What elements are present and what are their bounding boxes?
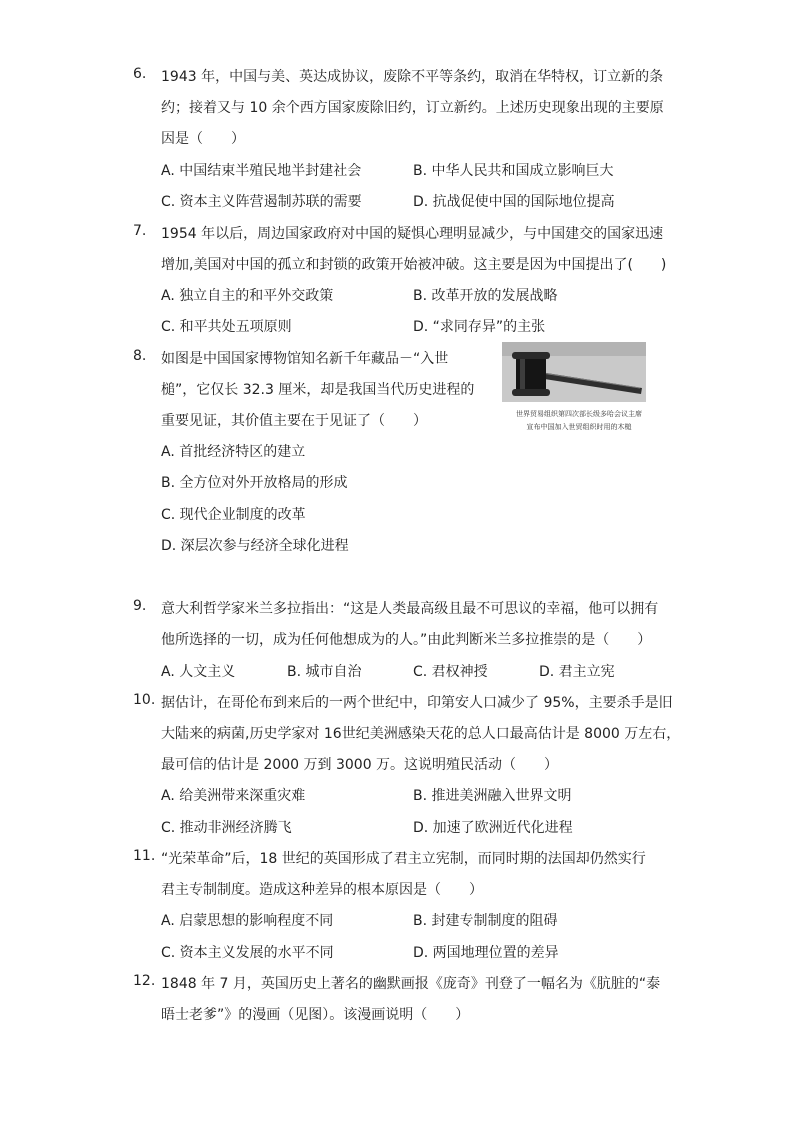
option-d[interactable]: D. 加速了欧洲近代化进程 xyxy=(413,820,573,836)
question-text-line: 最可信的估计是 2000 万到 3000 万。这说明殖民活动（ ） xyxy=(161,757,559,773)
question-text-line: 槌”，它仅长 32.3 厘米，却是我国当代历史进程的 xyxy=(161,382,475,398)
question-number: 7. xyxy=(133,223,147,239)
option-a[interactable]: A. 中国结束半殖民地半封建社会 xyxy=(161,163,362,179)
gavel-icon xyxy=(502,342,646,402)
option-b[interactable]: B. 封建专制制度的阻碍 xyxy=(413,913,558,929)
question-text-line: 增加,美国对中国的孤立和封锁的政策开始被冲破。这主要是因为中国提出了( ) xyxy=(161,257,667,273)
option-c[interactable]: C. 和平共处五项原则 xyxy=(161,319,292,335)
option-d[interactable]: D. 深层次参与经济全球化进程 xyxy=(161,538,349,554)
question-number: 6. xyxy=(133,66,147,82)
question-text-line: 重要见证，其价值主要在于见证了（ ） xyxy=(161,413,427,429)
caption-line: 世界贸易组织第四次部长级多哈会议主席 xyxy=(516,410,642,418)
question-text-line: 约；接着又与 10 余个西方国家废除旧约，订立新约。上述历史现象出现的主要原 xyxy=(161,100,664,116)
question-text-line: 1848 年 7 月，英国历史上著名的幽默画报《庞奇》刊登了一幅名为《肮脏的“泰 xyxy=(161,976,661,992)
option-c[interactable]: C. 推动非洲经济腾飞 xyxy=(161,820,292,836)
option-d[interactable]: D. 抗战促使中国的国际地位提高 xyxy=(413,194,615,210)
caption-line: 宣布中国加入世贸组织时用的木槌 xyxy=(526,423,632,431)
question-text-line: 1943 年，中国与美、英达成协议，废除不平等条约，取消在华特权，订立新的条 xyxy=(161,69,664,85)
option-a[interactable]: A. 人文主义 xyxy=(161,664,236,680)
question-text-line: 晤士老爹”》的漫画（见图）。该漫画说明（ ） xyxy=(161,1007,470,1023)
option-c[interactable]: C. 资本主义阵营遏制苏联的需要 xyxy=(161,194,362,210)
question-number: 8. xyxy=(133,348,147,364)
option-d[interactable]: D. “求同存异”的主张 xyxy=(413,319,546,335)
question-text-line: “光荣革命”后，18 世纪的英国形成了君主立宪制，而同时期的法国却仍然实行 xyxy=(161,851,646,867)
option-b[interactable]: B. 推进美洲融入世界文明 xyxy=(413,788,572,804)
option-c[interactable]: C. 现代企业制度的改革 xyxy=(161,507,306,523)
figure-caption xyxy=(490,408,668,434)
question-number: 11. xyxy=(133,848,156,864)
question-text-line: 意大利哲学家米兰多拉指出：“这是人类最高级且最不可思议的幸福，他可以拥有 xyxy=(161,601,659,617)
question-text-line: 据估计，在哥伦布到来后的一两个世纪中，印第安人口减少了 95%，主要杀手是旧 xyxy=(161,695,673,711)
option-b[interactable]: B. 全方位对外开放格局的形成 xyxy=(161,475,348,491)
option-d[interactable]: D. 君主立宪 xyxy=(539,664,615,680)
option-b[interactable]: B. 中华人民共和国成立影响巨大 xyxy=(413,163,614,179)
option-a[interactable]: A. 首批经济特区的建立 xyxy=(161,444,306,460)
option-d[interactable]: D. 两国地理位置的差异 xyxy=(413,945,559,961)
gavel-photo xyxy=(502,342,646,402)
question-text-line: 1954 年以后，周边国家政府对中国的疑惧心理明显减少，与中国建交的国家迅速 xyxy=(161,226,664,242)
question-text-line: 如图是中国国家博物馆知名新千年藏品－“入世 xyxy=(161,351,449,367)
option-c[interactable]: C. 君权神授 xyxy=(413,664,488,680)
question-number: 12. xyxy=(133,973,156,989)
option-b[interactable]: B. 城市自治 xyxy=(287,664,362,680)
gavel-figure xyxy=(490,338,668,438)
question-number: 10. xyxy=(133,692,156,708)
option-b[interactable]: B. 改革开放的发展战略 xyxy=(413,288,558,304)
question-text-line: 他所选择的一切，成为任何他想成为的人。”由此判断米兰多拉推崇的是（ ） xyxy=(161,632,652,648)
question-text-line: 君主专制制度。造成这种差异的根本原因是（ ） xyxy=(161,882,483,898)
option-a[interactable]: A. 给美洲带来深重灾难 xyxy=(161,788,306,804)
question-text-line: 因是（ ） xyxy=(161,131,245,147)
question-number: 9. xyxy=(133,598,147,614)
option-c[interactable]: C. 资本主义发展的水平不同 xyxy=(161,945,334,961)
question-text-line: 大陆来的病菌,历史学家对 16世纪美洲感染天花的总人口最高估计是 8000 万左右， xyxy=(161,726,681,742)
option-a[interactable]: A. 独立自主的和平外交政策 xyxy=(161,288,334,304)
option-a[interactable]: A. 启蒙思想的影响程度不同 xyxy=(161,913,334,929)
